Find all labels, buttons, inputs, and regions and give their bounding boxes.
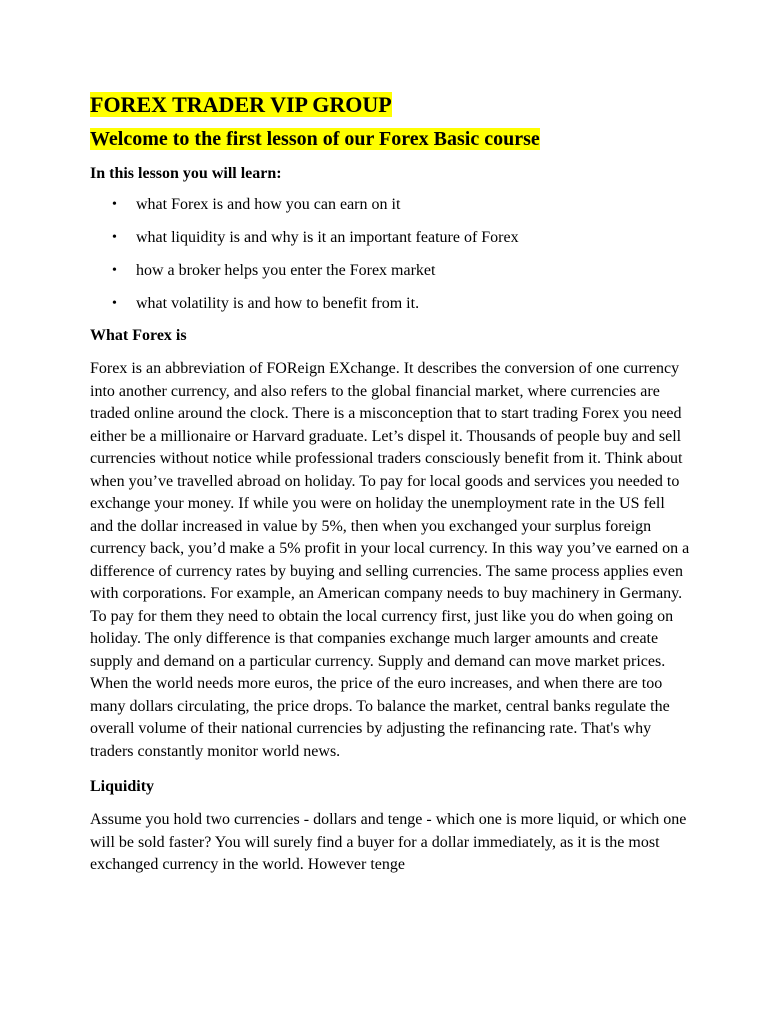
section-body-what-forex: Forex is an abbreviation of FOReign EXchange. It describes the conversion of one currency into another currency, and also refers to the global financial market, where currencies are traded online around the clock. There is a misconception that to start trading Forex you need either be a millionaire or Harvard graduate. Let’s dispel it. Thousands of people buy and sell currencies without notice while professional traders consciously benefit from it. Think about when you’ve travelled abroad on holiday. To pay for local goods and services you needed to exchange your money. If while you were on holiday the unemployment rate in the US fell and the dollar increased in value by 5%, then when you exchanged your surplus foreign currency back, you’d make a 5% profit in your local currency. In this way you’ve earned on a difference of currency rates by buying and selling currencies. The same process applies even with corporations. For example, an American company needs to buy machinery in Germany. To pay for them they need to obtain the local currency first, just like you do when going on holiday. The only difference is that companies exchange much larger amounts and create supply and demand on a particular currency. Supply and demand can move market prices. When the world needs more euros, the price of the euro increases, and when there are too many dollars circulating, the price drops. To balance the market, central banks regulate the overall volume of their national currencies by adjusting the refinancing rate. That's why traders constantly monitor world news. — [90, 360, 690, 760]
lesson-intro: In this lesson you will learn: — [90, 165, 282, 182]
list-item-text: what liquidity is and why is it an important feature of Forex — [136, 229, 519, 246]
list-item — [90, 194, 690, 215]
learning-objectives-list — [90, 194, 690, 314]
document-page — [90, 92, 690, 891]
document-subtitle — [90, 126, 690, 152]
bullet-icon: • — [112, 230, 117, 245]
bullet-icon: • — [112, 263, 117, 278]
list-item-text: what Forex is and how you can earn on it — [136, 196, 401, 213]
document-title-text: FOREX TRADER VIP GROUP — [90, 92, 392, 117]
list-item-text: how a broker helps you enter the Forex market — [136, 262, 436, 279]
section-body-liquidity: Assume you hold two currencies - dollars and tenge - which one is more liquid, or which one will be sold faster? You will surely find a buyer for a dollar immediately, as it is the most exchanged currency in the world. However tenge — [90, 811, 687, 873]
bullet-icon: • — [112, 296, 117, 311]
list-item — [90, 293, 690, 314]
document-subtitle-text: Welcome to the first lesson of our Forex Basic course — [90, 128, 540, 150]
document-title — [90, 92, 690, 118]
list-item-text: what volatility is and how to benefit from it. — [136, 295, 420, 312]
section-heading-liquidity: Liquidity — [90, 778, 155, 795]
list-item — [90, 260, 690, 281]
section-heading-what-forex: What Forex is — [90, 327, 187, 344]
list-item — [90, 227, 690, 248]
bullet-icon: • — [112, 197, 117, 212]
